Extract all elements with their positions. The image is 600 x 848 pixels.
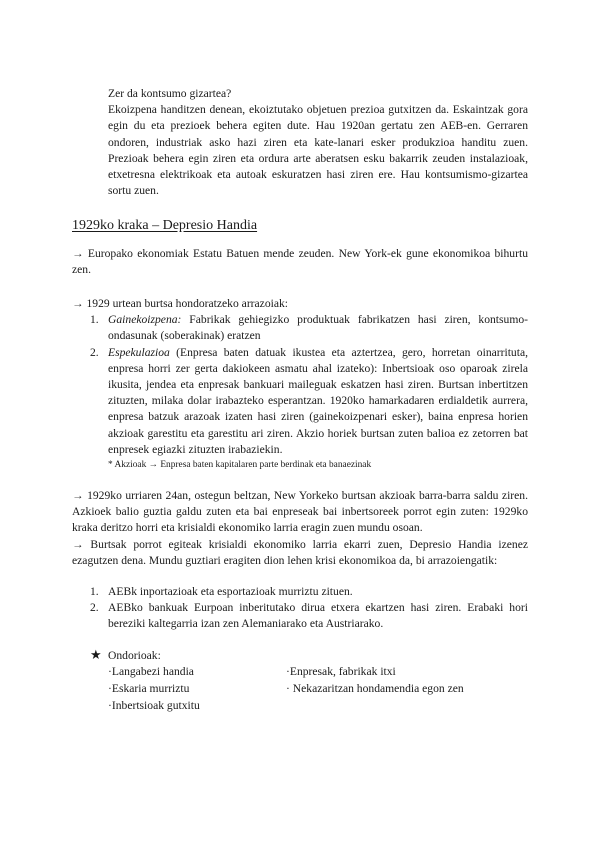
cause-term: Gainekoizpena: — [108, 313, 182, 327]
list-item — [72, 600, 528, 632]
list-item — [72, 584, 528, 600]
cause-text: Fabrikak gehiegizko produktuak fabrikatzen hasi ziren, kontsumo-ondasunak (soberakinak) eratzen — [108, 313, 528, 343]
causes-section — [72, 296, 528, 472]
europe-paragraph: → Europako ekonomiak Estatu Batuen mende zeuden. New York-ek gune ekonomikoa bihurtu zen. — [72, 247, 528, 277]
consequence-item: ·Enpresak, fabrikak itxi — [286, 665, 396, 679]
consequences-title: Ondorioak: — [108, 649, 161, 662]
consequences-grid — [90, 664, 530, 714]
list-number: 1. — [90, 313, 99, 327]
consequence-item: · Nekazaritzan hondamendia egon zen — [286, 682, 464, 696]
intro-question: Zer da kontsumo gizartea? — [108, 87, 232, 100]
consequence-item: ·Inbertsioak gutxitu — [108, 699, 200, 713]
consequence-item: ·Langabezi handia — [108, 665, 194, 679]
crash-section — [72, 488, 528, 569]
intro-section — [108, 86, 528, 199]
reason-text: AEBk inportazioak eta esportazioak murriztu zituen. — [108, 585, 353, 598]
list-item — [72, 312, 528, 344]
star-bullet-icon: ★ — [90, 647, 102, 662]
reasons-section — [72, 584, 528, 633]
list-number: 2. — [90, 345, 99, 359]
consequences-section — [90, 648, 530, 714]
crash-paragraph: → 1929ko urriaren 24an, ostegun beltzan, New Yorkeko burtsan akzioak barra-barra saldu ziren. Azkioek balio guztia galdu zuten eta bai enpreseak bai inbertsoreek porrot egin zuten: 1929ko kraka deritzo horri eta krisialdi ekonomiko larria eragin zuen mundu osoan. — [72, 489, 528, 535]
footnote: * Akzioak → Enpresa baten kapitalaren parte berdinak eta banaezinak — [108, 460, 372, 471]
cause-text: (Enpresa baten datuak ikustea eta aztertzea, gero, horretan oinarrituta, enpresa horri zer gerta dakiokeen asmatu ahal izateko): Inbertsioak oso oparoak zirela ikusita, jendea eta enpresak bankuari maileguak eskatzen hasi ziren. Burtsan inbertitzen zituzten, milaka dolar irabazteko esperantzan. 1920ko hamarkadaren erdialdetik aurrera, enpresa batzuk arazoak izaten hasi ziren (gainekoizpenari esker), baina enpresa horien akzioak garestitu eta garestitu ari ziren. Akzio horiek burtsan zuten balioa ez zetorren bat enpresek egiazki zituzten irabaziekin. — [108, 345, 528, 456]
reason-text: AEBko bankuak Eurpoan inberitutako dirua etxera ekartzen hasi ziren. Erabaki hori bereziki kaltegarria izan zen Alemaniarako eta Austriarako. — [108, 601, 528, 631]
cause-term: Espekulazioa — [108, 345, 170, 359]
depression-paragraph: → Burtsak porrot egiteak krisialdi ekonomiko larria ekarri zuen, Depresio Handia izenez ezagutzen dena. Mundu guztiari eragiten dion lehen krisi ekonomikoa da, bi arrazoiengatik: — [72, 537, 528, 567]
section-heading: 1929ko kraka – Depresio Handia — [72, 218, 258, 233]
causes-intro: → 1929 urtean burtsa hondoratzeko arrazoiak: — [72, 297, 289, 310]
reasons-list — [72, 584, 528, 633]
consequence-item: ·Eskaria murriztu — [108, 682, 190, 696]
causes-list — [72, 312, 528, 458]
list-item — [72, 345, 528, 458]
intro-paragraph: Ekoizpena handitzen denean, ekoiztutako objetuen prezioa gutxitzen da. Eskaintzak gora egin du eta prezioek behera egiten dute. Hau 1920an gertatu zen AEB-en. Gerraren ondoren, industriak asko hazi ziren eta kate-lanari esker produkzioa handitu zuen. Prezioak behera egin ziren eta ordura arte aberatsen esku bakarrik zeuden instalazioak, etxetresna elektrikoak eta autoak eskuratzen hasi ziren ere. Hau kontsumismo-gizartea sortu zuen. — [108, 103, 528, 198]
list-number: 1. — [90, 585, 99, 598]
list-number: 2. — [90, 601, 99, 615]
